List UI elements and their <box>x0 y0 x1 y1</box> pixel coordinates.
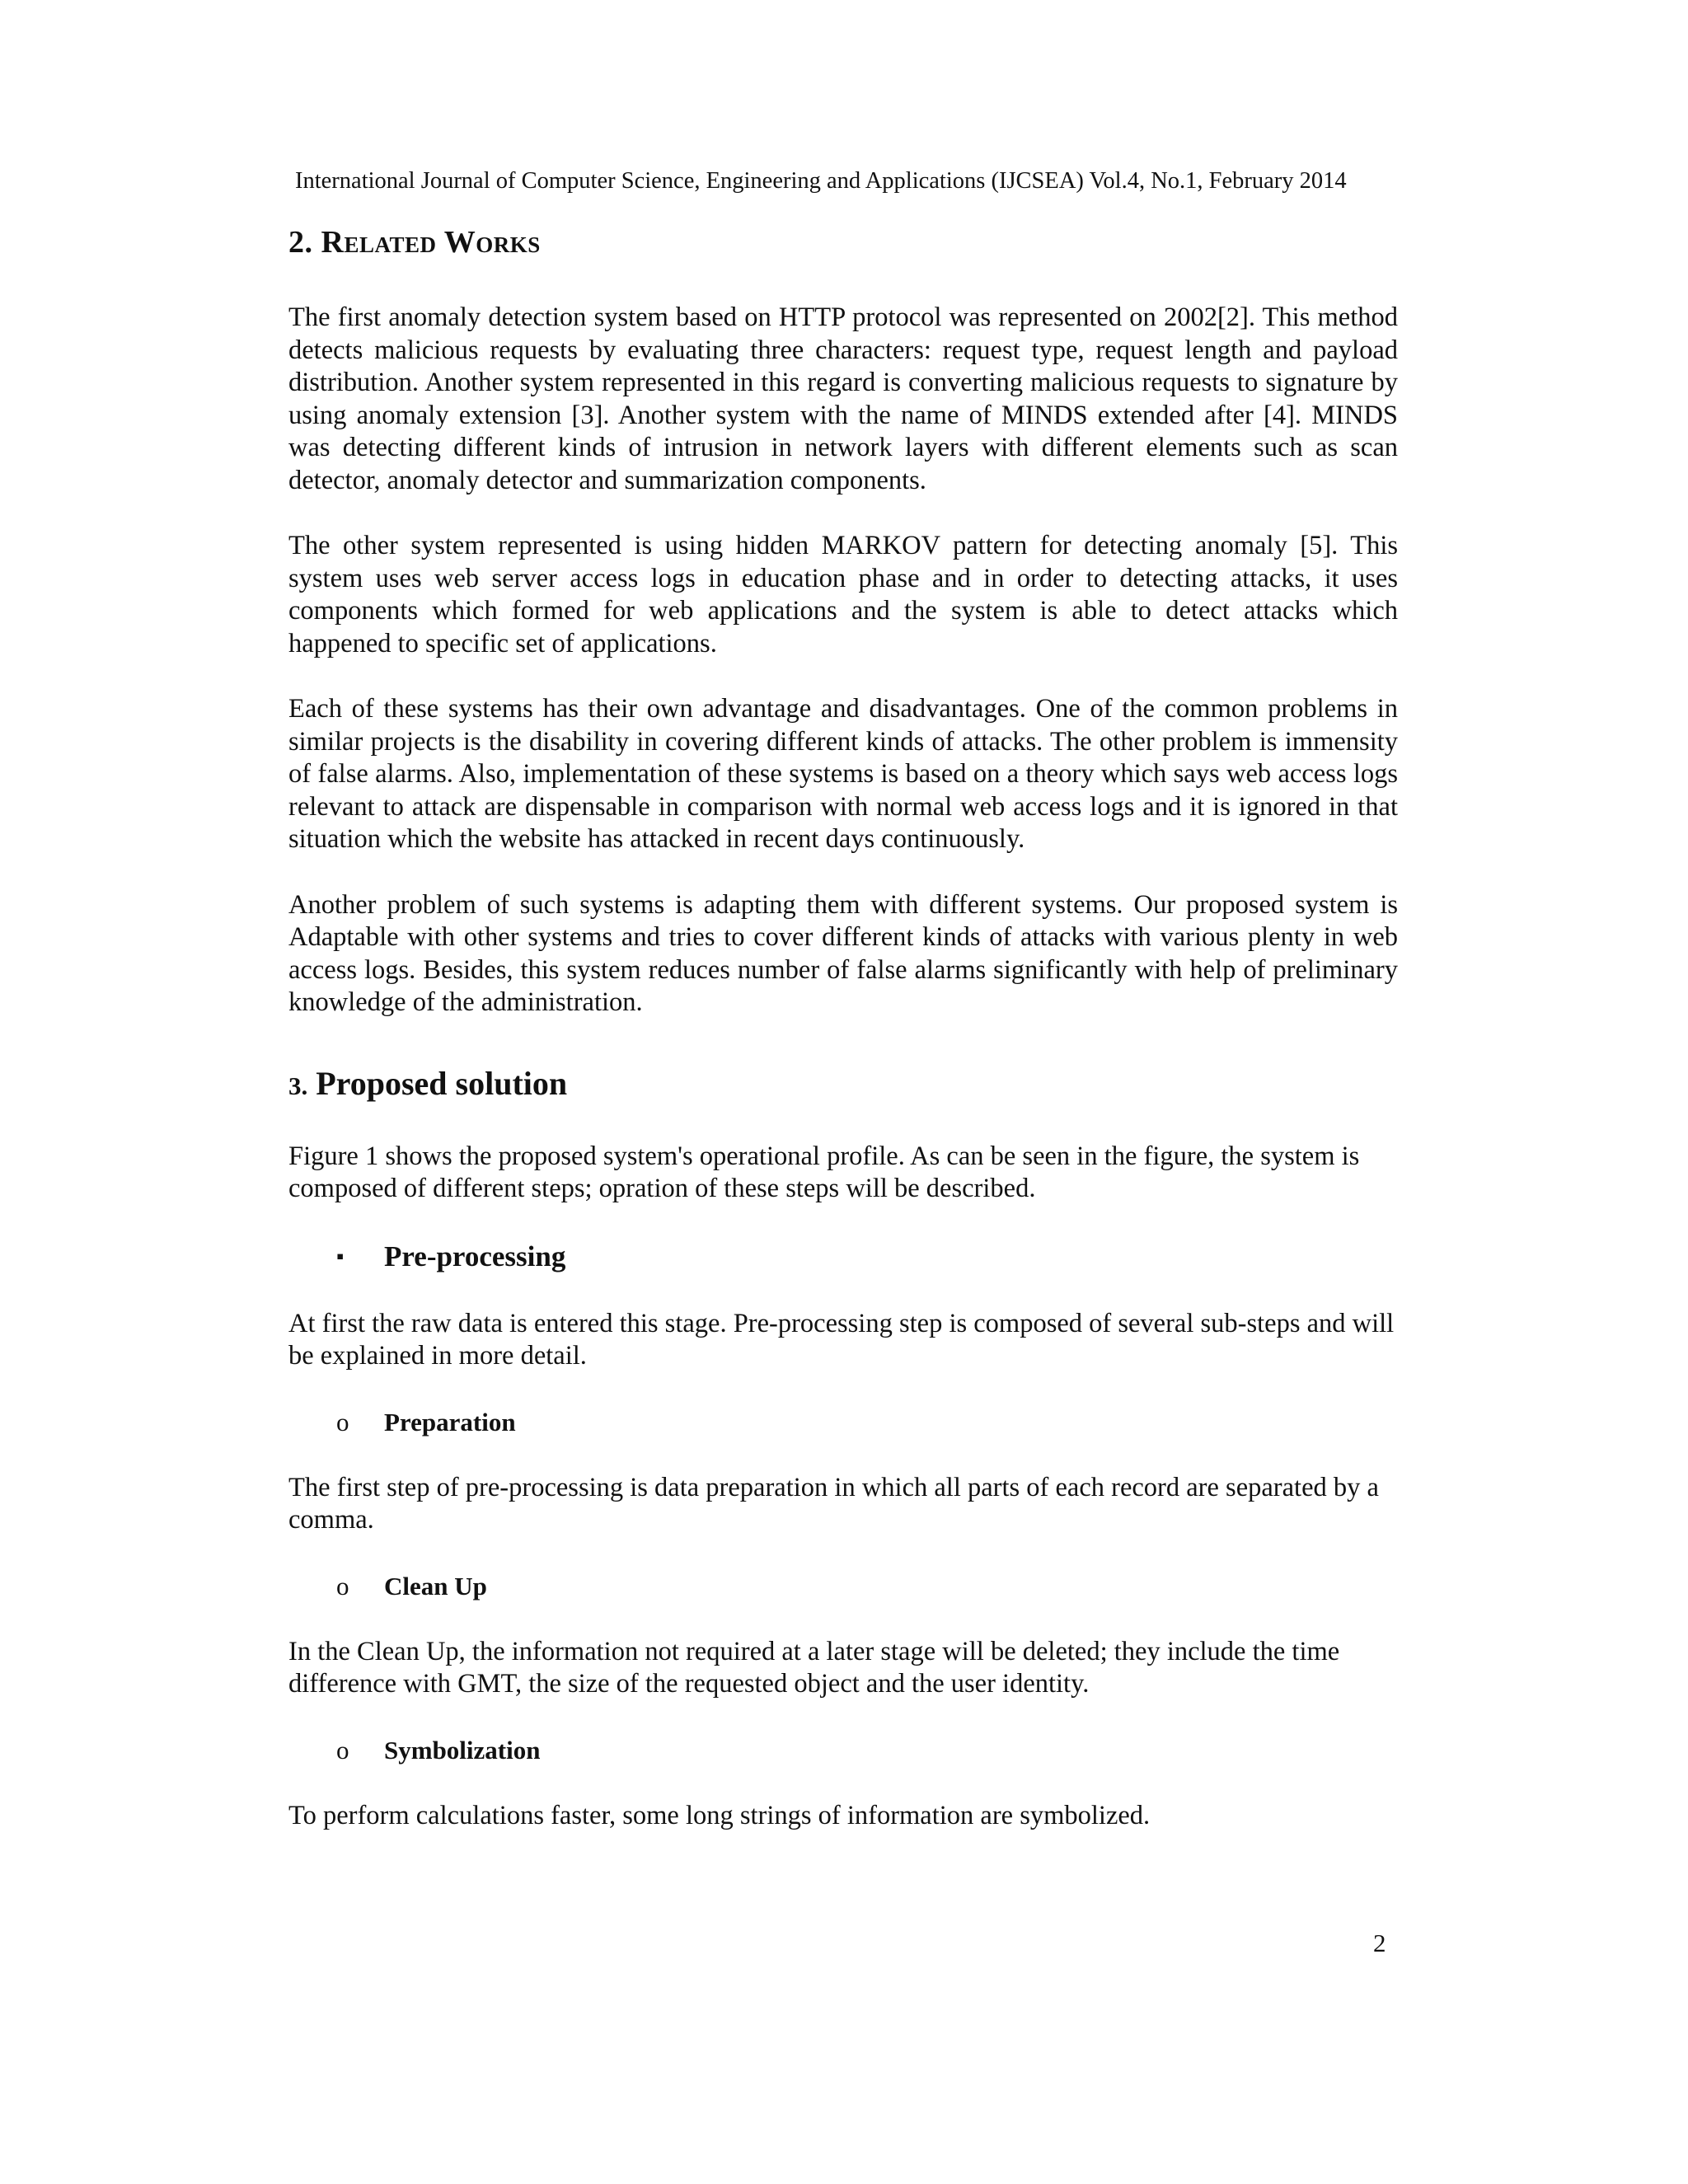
related-works-paragraph-3: Each of these systems has their own advantage and disadvantages. One of the common problems in similar projects is the disability in covering different kinds of attacks. The other problem is immensity of false alarms. Also, implementation of these systems is based on a theory which says web access logs relevant to attack are dispensable in comparison with normal web access logs and it is ignored in that situation which the website has attacked in recent days continuously. <box>288 694 1398 854</box>
symbolization-text: To perform calculations faster, some long strings of information are symbolized. <box>288 1800 1151 1830</box>
circle-bullet-icon: o <box>336 1735 349 1765</box>
subheading-preparation <box>288 1406 1398 1439</box>
section-number: 3. <box>288 1071 308 1100</box>
subheading-symbolization <box>288 1734 1398 1767</box>
subheading-label: Preparation <box>384 1407 516 1436</box>
circle-bullet-icon: o <box>336 1571 349 1601</box>
page-content <box>288 223 1398 1865</box>
proposed-solution-intro: Figure 1 shows the proposed system's operational profile. As can be seen in the figure, the system is composed of different steps; opration of these steps will be described. <box>288 1141 1360 1203</box>
section-heading-related-works: 2. Related Works <box>288 225 541 260</box>
related-works-paragraph-2: The other system represented is using hidden MARKOV pattern for detecting anomaly [5]. This system uses web server access logs in education phase and in order to detecting attacks, it uses components which formed for web applications and the system is able to detect attacks which happened to specific set of applications. <box>288 531 1398 658</box>
bullet-heading-preprocessing <box>288 1239 1398 1275</box>
preparation-text: The first step of pre-processing is data preparation in which all parts of each record are separated by a comma. <box>288 1472 1379 1535</box>
running-header: International Journal of Computer Science, Engineering and Applications (IJCSEA) Vol.4, No.1, February 2014 <box>295 168 1347 194</box>
subheading-label: Symbolization <box>384 1735 541 1765</box>
subheading-clean-up <box>288 1570 1398 1603</box>
clean-up-text: In the Clean Up, the information not required at a later stage will be deleted; they include the time difference with GMT, the size of the requested object and the user identity. <box>288 1636 1340 1699</box>
circle-bullet-icon: o <box>336 1407 349 1436</box>
subheading-label: Clean Up <box>384 1571 487 1601</box>
bullet-heading-label: Pre-processing <box>384 1240 566 1272</box>
related-works-paragraph-1: The first anomaly detection system based on HTTP protocol was represented on 2002[2]. This method detects malicious requests by evaluating three characters: request type, request length and payload distribution. Another system represented in this regard is converting malicious requests to signature by using anomaly extension [3]. Another system with the name of MINDS extended after [4]. MINDS was detecting different kinds of intrusion in network layers with different elements such as scan detector, anomaly detector and summarization components. <box>288 302 1398 495</box>
preprocessing-text: At first the raw data is entered this stage. Pre-processing step is composed of several sub-steps and will be explained in more detail. <box>288 1308 1395 1371</box>
square-bullet-icon: ▪ <box>336 1244 345 1268</box>
related-works-paragraph-4: Another problem of such systems is adapting them with different systems. Our proposed system is Adaptable with other systems and tries to cover different kinds of attacks with various plenty in web access logs. Besides, this system reduces number of false alarms significantly with help of preliminary knowledge of the administration. <box>288 889 1398 1017</box>
section-heading-proposed-solution <box>288 1062 1398 1108</box>
section-title: Proposed solution <box>316 1064 568 1102</box>
page-number: 2 <box>1373 1929 1386 1957</box>
